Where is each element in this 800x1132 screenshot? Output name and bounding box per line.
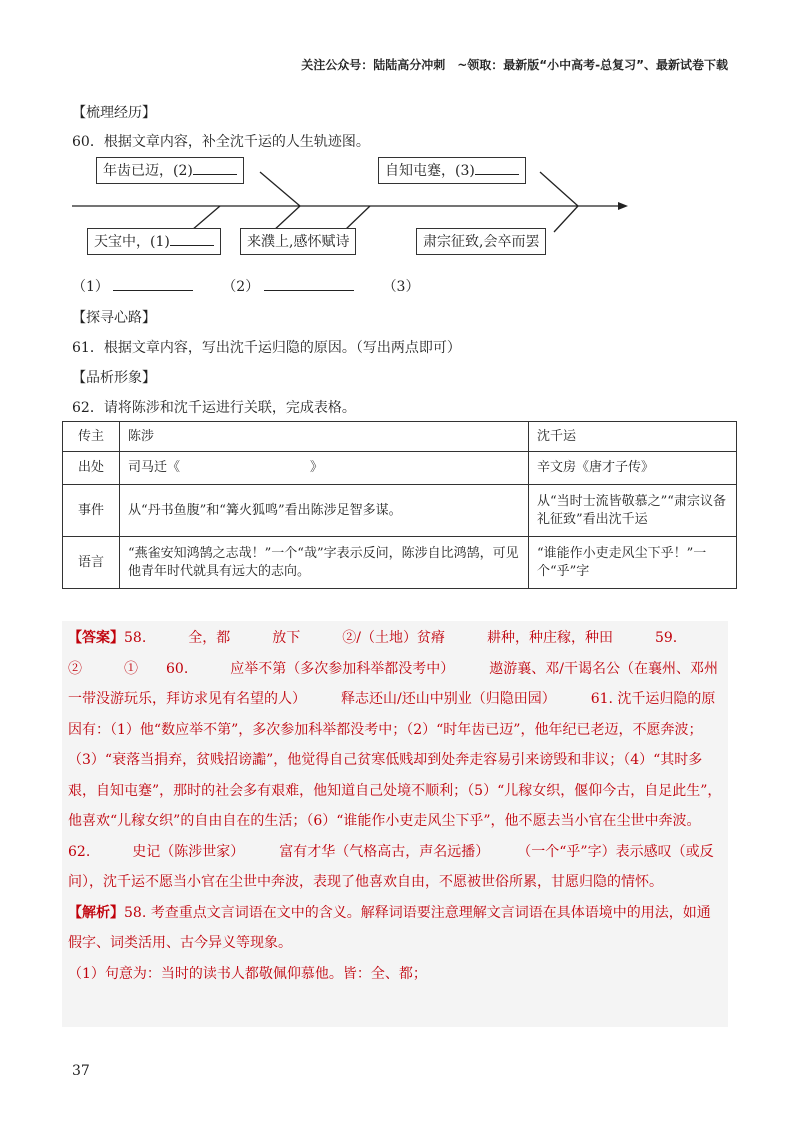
- box-suzong: 肃宗征致,会卒而罢: [416, 228, 546, 255]
- section-title-experience: 【梳理经历】: [72, 105, 156, 121]
- blank-2-line[interactable]: [193, 160, 237, 175]
- table-row: [63, 452, 737, 485]
- blank-3-label: （3）: [382, 279, 420, 295]
- box-hardship-label: 自知屯蹇，(3): [385, 163, 475, 179]
- row-label: 出处: [63, 452, 120, 485]
- answer-paragraph: [68, 623, 722, 898]
- row-label: 语言: [63, 537, 120, 589]
- timeline-diagram: [60, 152, 640, 267]
- section-title-mind: 【探寻心路】: [72, 310, 156, 326]
- blank-2-label: （2）: [222, 279, 260, 295]
- box-age-advanced: [96, 157, 244, 184]
- answer-blanks: [72, 276, 419, 296]
- box-tianbao-label: 天宝中，(1): [94, 234, 170, 250]
- row-cell-chenshe: “燕雀安知鸿鹄之志哉！”一个“哉”字表示反问，陈涉自比鸿鹄，可见他青年时代就具有远大的志向。: [120, 537, 529, 589]
- blank-1-line[interactable]: [170, 231, 214, 246]
- blank-2-input[interactable]: [264, 278, 354, 291]
- question-61: 61．根据文章内容，写出沈千运归隐的原因。（写出两点即可）: [72, 340, 461, 356]
- row-cell-shenqianyun[interactable]: “谁能作小吏走风尘下乎！”一个“乎”字: [529, 537, 737, 589]
- row-cell-shenqianyun: 辛文房《唐才子传》: [529, 452, 737, 485]
- analysis-paragraph: [68, 898, 722, 959]
- blank-1-input[interactable]: [113, 278, 193, 291]
- question-60: 60．根据文章内容，补全沈千运的人生轨迹图。: [72, 134, 370, 150]
- box-pushang: 来濮上,感怀赋诗: [240, 228, 356, 255]
- row-cell-chenshe[interactable]: 司马迁《 》: [120, 452, 529, 485]
- analysis-line-2: （1）句意为：当时的读书人都敬佩仰慕他。皆：全、都；: [68, 965, 427, 982]
- table-row: [63, 537, 737, 589]
- question-62: 62．请将陈涉和沈千运进行关联，完成表格。: [72, 400, 356, 416]
- box-age-advanced-label: 年齿已迈，(2): [103, 163, 193, 179]
- table-header-row: [63, 422, 737, 452]
- comparison-table: [62, 421, 737, 589]
- answer-label: 【答案】: [68, 630, 124, 646]
- analysis-label: 【解析】: [68, 904, 124, 921]
- box-hardship: [378, 157, 526, 184]
- table-header-cell: 传主: [63, 422, 120, 452]
- row-label: 事件: [63, 485, 120, 537]
- analysis-text: 58. 考查重点文言词语在文中的含义。解释词语要注意理解文言词语在具体语境中的用法，如通假字、词类活用、古今异义等现象。: [68, 904, 711, 951]
- page-header: 关注公众号：陆陆高分冲刺 ~领取：最新版“小中高考-总复习”、最新试卷下载: [301, 58, 728, 72]
- row-cell-chenshe: 从“丹书鱼腹”和“篝火狐鸣”看出陈涉足智多谋。: [120, 485, 529, 537]
- section-title-image: 【品析形象】: [72, 370, 156, 386]
- blank-1-label: （1）: [72, 279, 109, 295]
- answer-section: [62, 621, 728, 1027]
- box-tianbao: [87, 228, 221, 255]
- blank-3-line[interactable]: [475, 160, 519, 175]
- answer-text: 58. 全，都 放下 ②/（土地）贫瘠 耕种，种庄稼，种田 59. ② ① 60. 应举不第（多次参加科举都没考中） 遨游襄、邓/干谒名公（在襄州、邓州一带没游玩乐，拜访求见有名望的人） 释志还山/还山中别业（归隐田园） 61. 沈千运归隐的原因有：（1）他“数应举不第”，多次参加科举都没考中；（2）“时年齿已迈”，他年纪已老迈，不愿奔波；（3）“衰落当捐弃，贫贱招谤讟”，他觉得自己贫寒低贱却到处奔走容易引来谤毁和非议；（4）“其时多艰，自知屯蹇”，那时的社会多有艰难，他知道自己处境不顺利；（5）“儿稼女织，偃仰今古，自足此生”，他喜欢“儿稼女织”的自由自在的生活；（6）“谁能作小吏走风尘下乎”，他不愿去当小官在尘世中奔波。 62. 史记（陈涉世家） 富有才华（气格高古，声名远播） （一个“乎”字）表示感叹（或反问），沈千运不愿当小官在尘世中奔波，表现了他喜欢自由，不愿被世俗所累，甘愿归隐的情怀。: [68, 630, 722, 890]
- table-header-cell: 陈涉: [120, 422, 529, 452]
- table-row: [63, 485, 737, 537]
- row-cell-shenqianyun[interactable]: 从“当时士流皆敬慕之”“肃宗议备礼征致”看出沈千运: [529, 485, 737, 537]
- page-number: 37: [72, 1063, 90, 1079]
- table-header-cell: 沈千运: [529, 422, 737, 452]
